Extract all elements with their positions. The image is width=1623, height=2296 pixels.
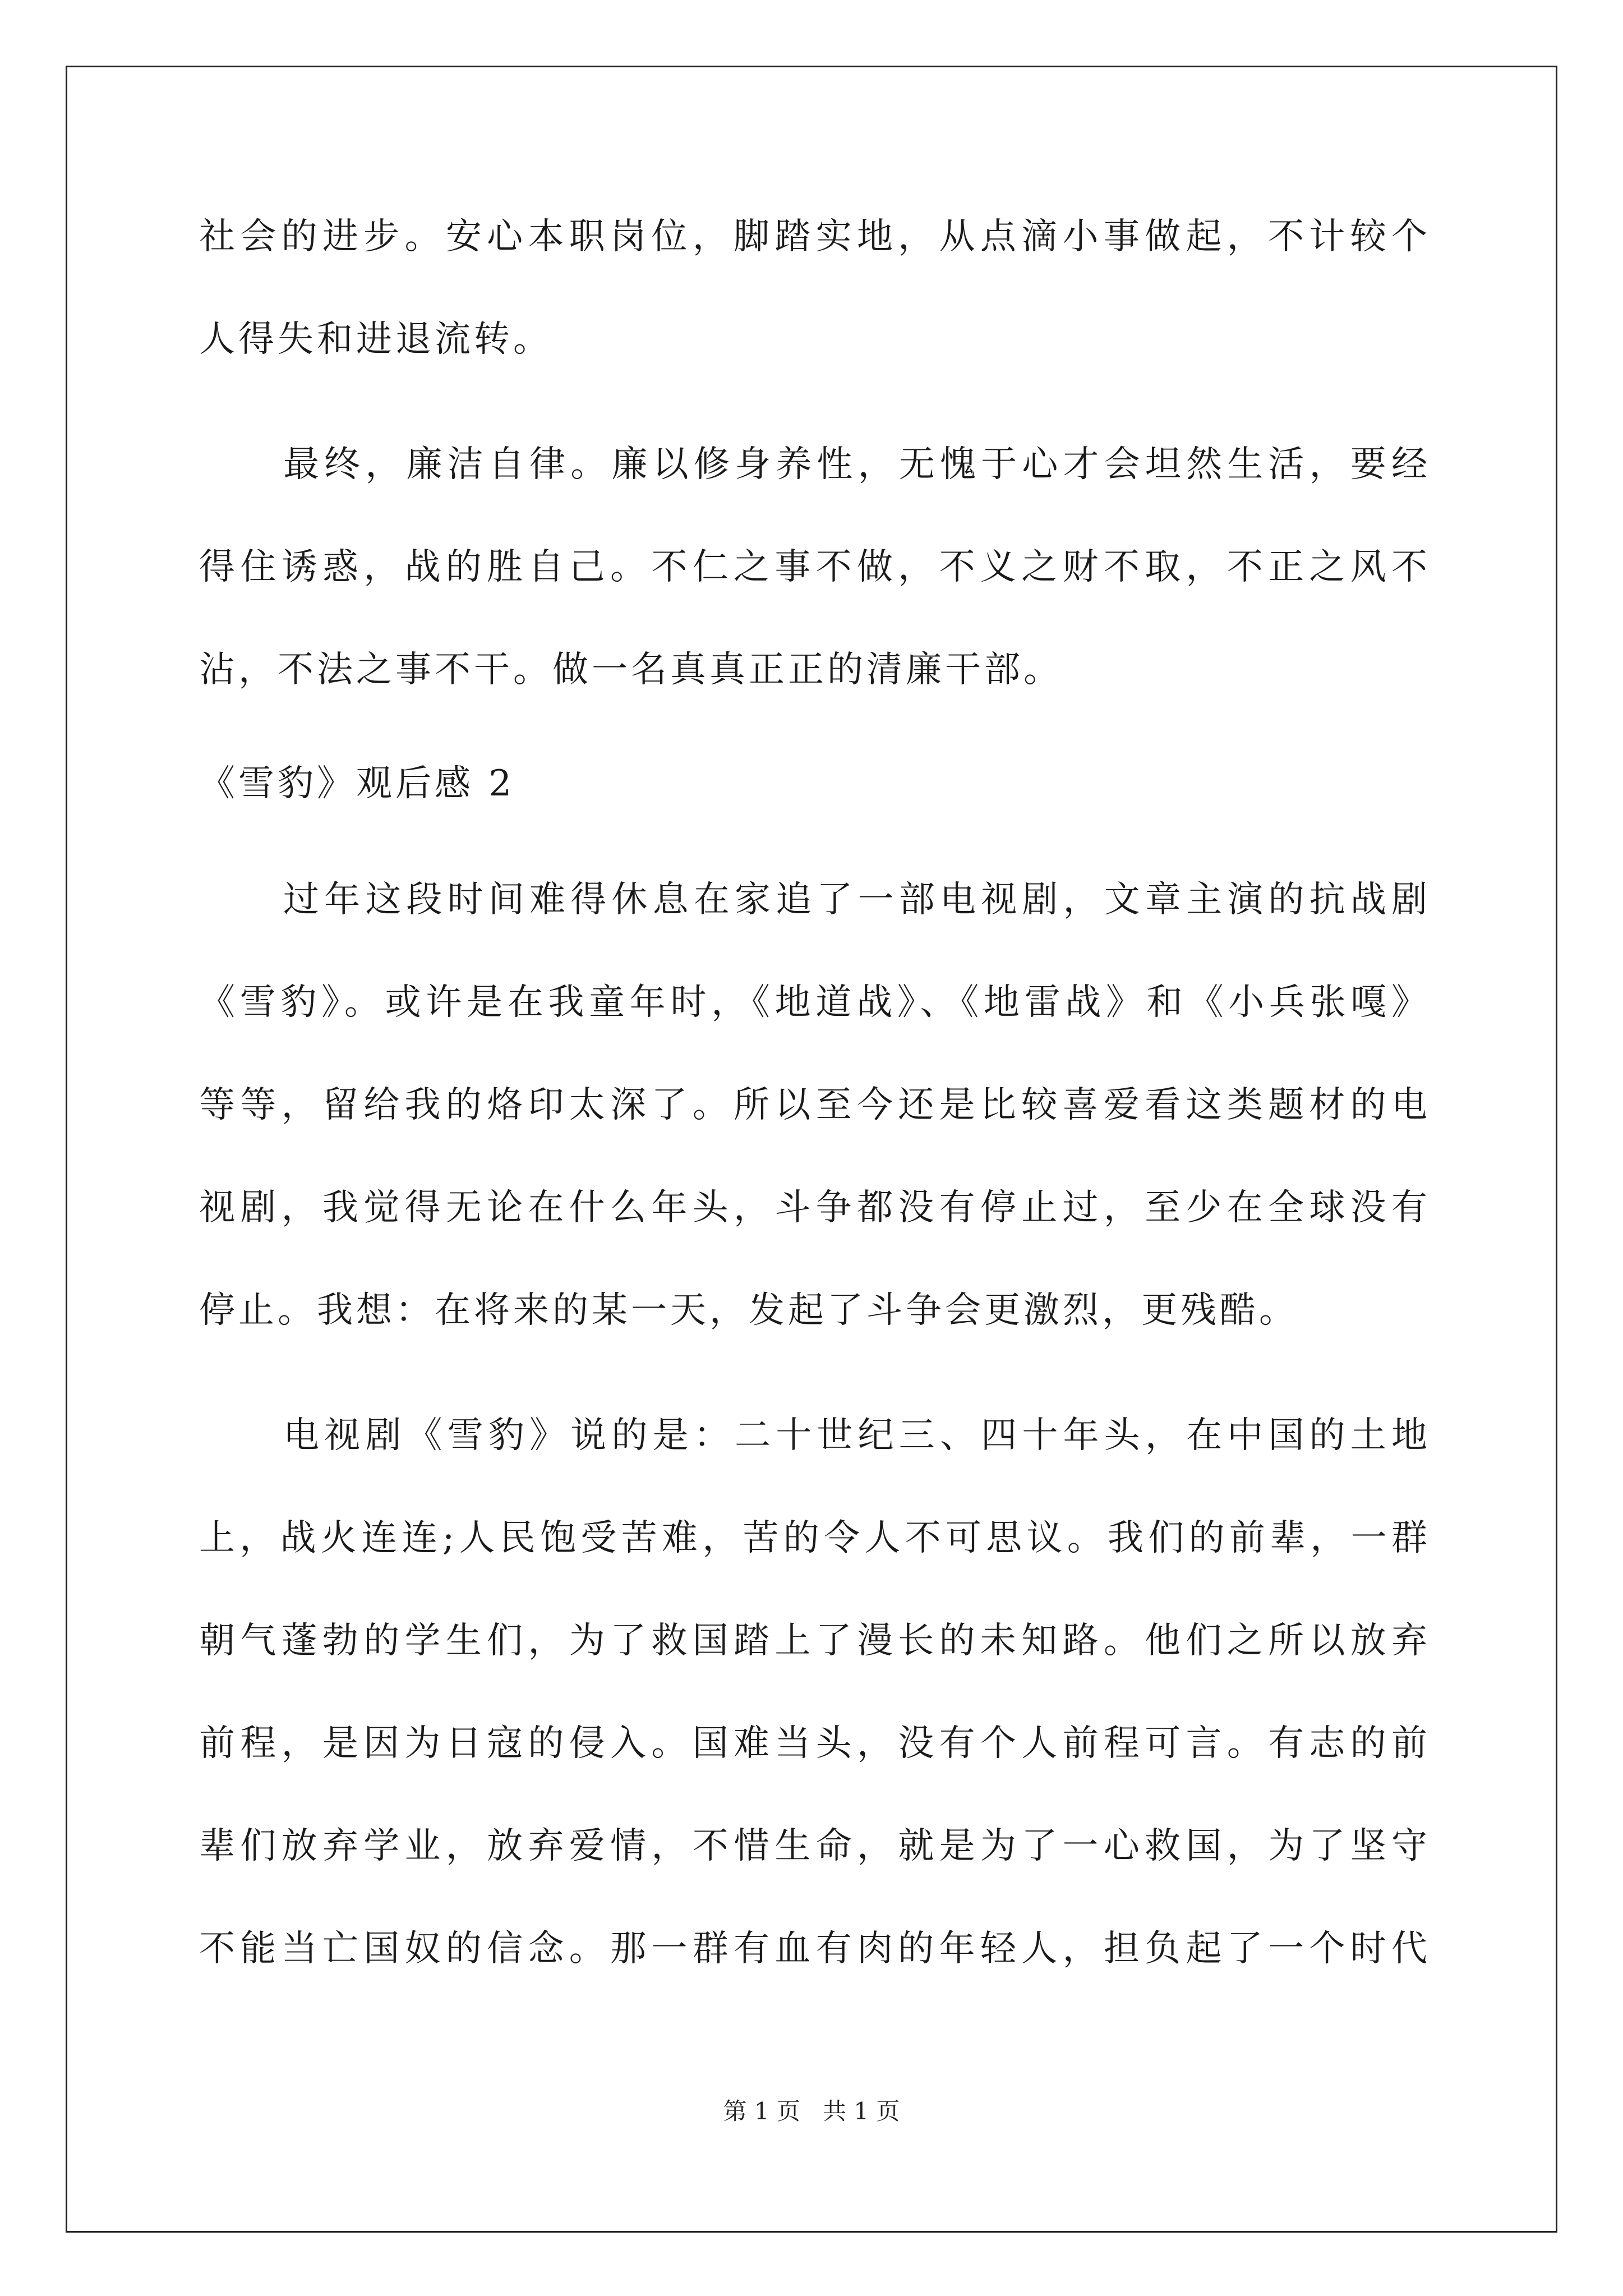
text-line: 朝气蓬勃的学生们，为了救国踏上了漫长的未知路。他们之所以放弃: [199, 1620, 1427, 1662]
page-number: 第 1 页: [723, 2097, 800, 2125]
text-line: 《雪豹》。或许是在我童年时，《地道战》、《地雷战》和《小兵张嘎》: [199, 982, 1427, 1023]
text-line: 视剧，我觉得无论在什么年头，斗争都没有停止过，至少在全球没有: [199, 1187, 1427, 1228]
text-line: 等等，留给我的烙印太深了。所以至今还是比较喜爱看这类题材的电: [199, 1084, 1427, 1126]
page-total: 共 1 页: [823, 2097, 900, 2125]
text-line: 过年这段时间难得休息在家追了一部电视剧，文章主演的抗战剧: [283, 879, 1427, 921]
text-line: 得住诱惑，战的胜自己。不仁之事不做，不义之财不取，不正之风不: [199, 546, 1427, 588]
text-line: 不能当亡国奴的信念。那一群有血有肉的年轻人，担负起了一个时代: [199, 1928, 1427, 1970]
text-line: 前程，是因为日寇的侵入。国难当头，没有个人前程可言。有志的前: [199, 1723, 1427, 1764]
text-line: 最终，廉洁自律。廉以修身养性，无愧于心才会坦然生活，要经: [283, 444, 1427, 485]
text-line: 停止。我想：在将来的某一天，发起了斗争会更激烈，更残酷。: [199, 1290, 1298, 1331]
text-line: 沾，不法之事不干。做一名真真正正的清廉干部。: [199, 649, 1063, 691]
page-footer: [0, 2097, 1623, 2125]
section-heading: 《雪豹》观后感 2: [199, 763, 515, 804]
text-line: 人得失和进退流转。: [199, 319, 552, 360]
page-border: [66, 66, 1557, 2233]
text-line: 上，战火连连;人民饱受苦难，苦的令人不可思议。我们的前辈，一群: [199, 1517, 1427, 1559]
text-line: 社会的进步。安心本职岗位，脚踏实地，从点滴小事做起，不计较个: [199, 216, 1427, 257]
text-line: 电视剧《雪豹》说的是：二十世纪三、四十年头，在中国的土地: [283, 1415, 1427, 1456]
text-line: 辈们放弃学业，放弃爱情，不惜生命，就是为了一心救国，为了坚守: [199, 1825, 1427, 1867]
